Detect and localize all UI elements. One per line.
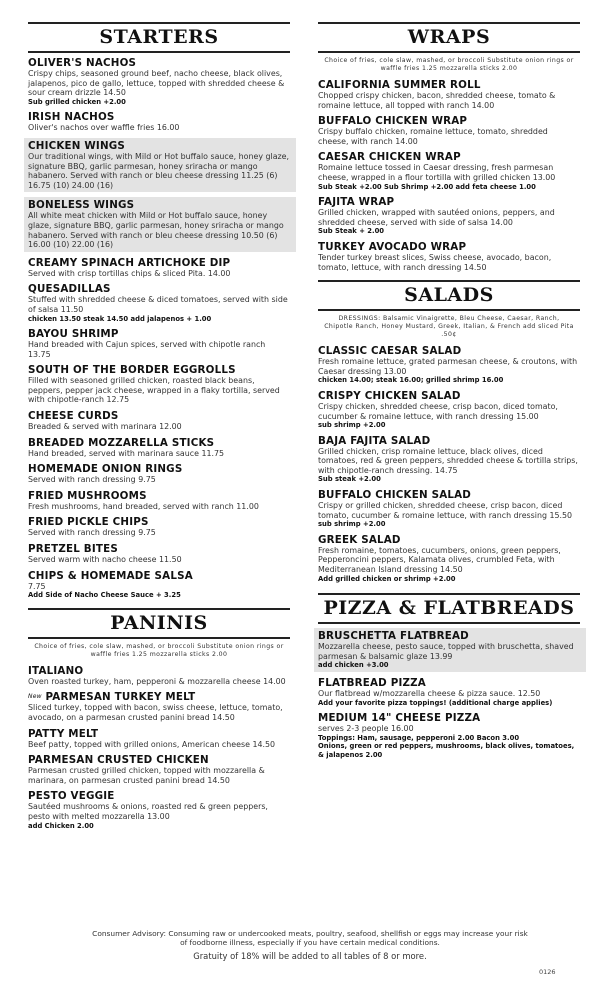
menu-item-addon: chicken 13.50 steak 14.50 add jalapenos + 1.00 (28, 314, 212, 323)
menu-item (28, 790, 290, 830)
menu-item-title: MEDIUM 14" CHEESE PIZZA (318, 712, 481, 725)
pizza-list (318, 628, 580, 759)
menu-item (318, 390, 580, 430)
menu-item (28, 728, 290, 750)
menu-item (28, 437, 290, 459)
menu-item-title: BONELESS WINGS (28, 199, 135, 212)
menu-item-title: PESTO VEGGIE (28, 790, 115, 803)
menu-item-addon: chicken 14.00; steak 16.00; grilled shrimp 16.00 (318, 376, 504, 385)
menu-item (28, 410, 290, 432)
menu-item-description: Filled with seasoned grilled chicken, roasted black beans, peppers, pepper jack cheese, wrapped in a flaky tortilla, served with chipotle-ranch 12.75 (28, 376, 280, 405)
menu-item-description: Served with crisp tortillas chips & sliced Pita. 14.00 (28, 268, 231, 278)
menu-item-addon: Sub steak +2.00 (318, 475, 381, 484)
menu-code: 0126 (539, 968, 556, 976)
menu-item (318, 677, 580, 707)
menu-item-title: BUFFALO CHICKEN WRAP (318, 115, 468, 128)
right-column (318, 22, 580, 765)
menu-item (28, 516, 290, 538)
menu-item-title: FLATBREAD PIZZA (318, 677, 426, 689)
menu-item-name (28, 111, 290, 123)
menu-item-addon: Sub Steak +2.00 Sub Shrimp +2.00 add feta cheese 1.00 (318, 182, 536, 191)
menu-item-name (28, 437, 290, 449)
menu-item-addon: sub shrimp +2.00 (318, 520, 386, 529)
menu-item-title: FAJITA WRAP (318, 196, 395, 209)
menu-item-addon: Sub grilled chicken +2.00 (28, 97, 126, 106)
menu-item-description: Hand breaded, served with marinara sauce 11.75 (28, 448, 225, 458)
menu-item (318, 534, 580, 583)
wraps-note: Choice of fries, cole slaw, mashed, or broccoli Substitute onion rings or waffle fries 1.25 mozzarella sticks 2.00 (324, 57, 574, 72)
pizza-heading: PIZZA & FLATBREADS (318, 593, 580, 624)
menu-item-name (318, 435, 580, 447)
menu-item (24, 138, 296, 192)
menu-item (28, 283, 290, 323)
menu-item-title: BUFFALO CHICKEN SALAD (318, 489, 472, 502)
menu-item-title: PRETZEL BITES (28, 543, 118, 556)
menu-item (318, 79, 580, 110)
menu-item-title: PARMESAN TURKEY MELT (45, 691, 196, 704)
menu-item-description: Crispy chips, seasoned ground beef, nacho cheese, black olives, jalapenos, pico de gallo, lettuce, topped with shredded cheese & sour cream drizzle 14.50 (28, 69, 285, 98)
menu-item-description: Crispy chicken, shredded cheese, crisp bacon, diced tomato, cucumber & romaine lettuce, with ranch dressing 15.00 (318, 401, 558, 421)
menu-item (318, 241, 580, 272)
menu-item-name (28, 364, 290, 376)
menu-item-name (318, 345, 580, 357)
menu-item-addon: Onions, green or red peppers, mushrooms, black olives, tomatoes, & jalapenos 2.00 (318, 742, 575, 759)
menu-item-description: Fresh mushrooms, hand breaded, served with ranch 11.00 (28, 501, 259, 511)
menu-item-title: PARMESAN CRUSTED CHICKEN (28, 754, 209, 767)
menu-item-name (318, 79, 580, 91)
new-badge: New (28, 693, 42, 701)
menu-item (318, 196, 580, 236)
menu-item-title: CHIPS & HOMEMADE SALSA (28, 569, 193, 582)
menu-item-description: Stuffed with shredded cheese & diced tomatoes, served with side of salsa 11.50 (28, 295, 288, 314)
menu-item-name (318, 241, 580, 253)
menu-item-name (318, 489, 580, 501)
menu-item-name (318, 151, 580, 163)
menu-item-title: BAYOU SHRIMP (28, 328, 119, 341)
menu-item (318, 435, 580, 484)
menu-item-description: Tender turkey breast slices, Swiss cheese, avocado, bacon, tomato, lettuce, with ranch dressing 14.50 (318, 252, 552, 272)
menu-item-name (318, 630, 580, 642)
menu-item-name (318, 196, 580, 208)
menu-item-name (28, 570, 290, 582)
menu-item-title: OLIVER'S NACHOS (28, 57, 137, 69)
menu-item-title: BREADED MOZZARELLA STICKS (28, 436, 215, 449)
menu-item (28, 111, 290, 133)
menu-item-addon: Add your favorite pizza toppings! (additional charge applies) (318, 698, 553, 707)
menu-item-addon: add Chicken 2.00 (28, 821, 94, 830)
menu-item-title: SOUTH OF THE BORDER EGGROLLS (28, 364, 236, 377)
gratuity-note: Gratuity of 18% will be added to all tables of 8 or more. (193, 951, 427, 962)
menu-item-name (318, 115, 580, 127)
menu-item-description: Fresh romaine, tomatoes, cucumbers, onions, green peppers, Pepperoncini peppers, Kalamata olives, crumbled Feta, with Mediterranean Island dressing 14.50 (318, 545, 561, 575)
menu-item-name (28, 665, 290, 677)
menu-item-description: Oven roasted turkey, ham, pepperoni & mozzarella cheese 14.00 (28, 676, 286, 686)
menu-item-description: Our flatbread w/mozzarella cheese & pizza sauce. 12.50 (318, 689, 541, 698)
menu-item-description: Sliced turkey, topped with bacon, swiss cheese, lettuce, tomato, avocado, on a parmesan crusted panini bread 14.50 (28, 703, 283, 722)
menu-item-description: Our traditional wings, with Mild or Hot buffalo sauce, honey glaze, signature BBQ, garlic parmesan, honey sriracha or mango habanero. Served with ranch or bleu cheese dressing 11.25 (6) 16.75 (10) 24.00 (16) (28, 151, 290, 190)
menu-item-title: HOMEMADE ONION RINGS (28, 463, 183, 476)
salads-list (318, 345, 580, 583)
menu-item (318, 151, 580, 191)
menu-item-title: BAJA FAJITA SALAD (318, 434, 431, 447)
menu-item-title: IRISH NACHOS (28, 111, 115, 124)
menu-item-title: GREEK SALAD (318, 533, 401, 546)
menu-item-description: All white meat chicken with Mild or Hot buffalo sauce, honey glaze, signature BBQ, garlic parmesan, honey sriracha or mango habanero. Served with ranch or bleu cheese dressing 10.50 (6) 16.00 (10) 22.00 (16) (28, 211, 284, 250)
menu-item-description: Hand breaded with Cajun spices, served with chipotle ranch 13.75 (28, 340, 266, 359)
menu-item-title: TURKEY AVOCADO WRAP (318, 240, 467, 253)
menu-item (24, 197, 296, 251)
menu-item-description: Romaine lettuce tossed in Caesar dressing, fresh parmesan cheese, wrapped in a flour tortilla with grilled chicken 13.00 (318, 163, 556, 182)
menu-item (28, 463, 290, 485)
menu-item-description: Beef patty, topped with grilled onions, American cheese 14.50 (28, 739, 276, 749)
menu-item-name (318, 390, 580, 402)
starters-heading: STARTERS (28, 22, 290, 53)
paninis-heading: PANINIS (28, 608, 290, 639)
menu-item-name (28, 199, 290, 211)
menu-item-addon: Sub Steak + 2.00 (318, 227, 385, 236)
paninis-list (28, 665, 290, 830)
menu-item (318, 115, 580, 146)
menu-item-name (28, 57, 290, 69)
menu-item-title: CLASSIC CAESAR SALAD (318, 345, 462, 358)
menu-item-name (28, 754, 290, 766)
menu-item-name (28, 790, 290, 802)
menu-item-description: Breaded & served with marinara 12.00 (28, 422, 182, 432)
menu-item (28, 328, 290, 359)
menu-item-description: Crispy or grilled chicken, shredded cheese, crisp bacon, diced tomato, cucumber & romaine lettuce, with ranch dressing 15.50 (318, 501, 573, 520)
menu-item-description: 7.75 (28, 581, 46, 591)
menu-item-name (28, 691, 290, 703)
salads-note: DRESSINGS: Balsamic Vinaigrette, Bleu Cheese, Caesar, Ranch, Chipotle Ranch, Honey Mustard, Greek, Italian, & French add sliced Pita .50¢ (324, 315, 574, 339)
menu-item (28, 754, 290, 785)
paninis-note: Choice of fries, cole slaw, mashed, or broccoli Substitute onion rings or waffle fries 1.25 mozzarella sticks 2.00 (34, 642, 284, 658)
menu-item (318, 712, 580, 759)
menu-item-title: QUESADILLAS (28, 283, 111, 296)
menu-item-addon: Add grilled chicken or shrimp +2.00 (318, 574, 456, 583)
menu-item-description: Oliver's nachos over waffle fries 16.00 (28, 123, 180, 133)
menu-item-title: FRIED MUSHROOMS (28, 489, 147, 502)
wraps-list (318, 79, 580, 272)
menu-item-title: ITALIANO (28, 664, 84, 677)
menu-item-description: Served with ranch dressing 9.75 (28, 475, 156, 485)
menu-item-name (318, 534, 580, 546)
menu-item-title: CHICKEN WINGS (28, 139, 126, 152)
menu-item (318, 489, 580, 529)
menu-item-description: Grilled chicken, crisp romaine lettuce, black olives, diced tomatoes, red & green peppers, shredded cheese & tortilla strips, with chipotle-ranch dressing. 14.75 (318, 446, 578, 475)
menu-item-description: Served with ranch dressing 9.75 (28, 528, 156, 538)
menu-item (28, 665, 290, 687)
menu-item-name (28, 257, 290, 269)
consumer-advisory: Consumer Advisory: Consuming raw or undercooked meats, poultry, seafood, shellfish or eggs may increase your risk of foodborne illness, especially if you have certain medical conditions. (92, 929, 528, 948)
menu-item (28, 691, 290, 722)
menu-item-description: Parmesan crusted grilled chicken, topped with mozzarella & marinara, on parmesan crusted panini bread 14.50 (28, 766, 265, 785)
menu-item-title: BRUSCHETTA FLATBREAD (318, 630, 469, 643)
menu-item-addon: Toppings: Ham, sausage, pepperoni 2.00 Bacon 3.00 (318, 733, 520, 742)
menu-item-description: Fresh romaine lettuce, grated parmesan cheese, & croutons, with Caesar dressing 13.00 (318, 357, 578, 376)
menu-item-title: CHEESE CURDS (28, 410, 119, 423)
menu-item-name (28, 516, 290, 528)
menu-item-description: Grilled chicken, wrapped with sautéed onions, peppers, and shredded cheese, served with side of salsa 14.00 (318, 208, 555, 227)
menu-item-addon: Add Side of Nacho Cheese Sauce + 3.25 (28, 591, 181, 600)
menu-item-title: CRISPY CHICKEN SALAD (318, 389, 461, 402)
menu-item-name (28, 463, 290, 475)
menu-item-description: Served warm with nacho cheese 11.50 (28, 555, 182, 565)
salads-heading: SALADS (318, 280, 580, 311)
menu-item-title: CREAMY SPINACH ARTICHOKE DIP (28, 256, 231, 269)
menu-item-title: CALIFORNIA SUMMER ROLL (318, 79, 481, 91)
menu-item-description: Chopped crispy chicken, bacon, shredded cheese, tomato & romaine lettuce, all topped with ranch 14.00 (318, 91, 556, 110)
menu-item-title: CAESAR CHICKEN WRAP (318, 151, 461, 164)
menu-item-description: Sautéed mushrooms & onions, roasted red & green peppers, pesto with melted mozzarella 13.00 (28, 802, 268, 821)
menu-item-name (28, 728, 290, 740)
menu-item (28, 364, 290, 405)
menu-item (28, 570, 290, 600)
menu-item-name (28, 140, 290, 152)
wraps-heading: WRAPS (318, 22, 580, 53)
menu-item (28, 57, 290, 106)
menu-item-name (28, 490, 290, 502)
menu-item (28, 490, 290, 512)
menu-item-title: PATTY MELT (28, 727, 99, 740)
menu-item (28, 543, 290, 565)
starters-list (28, 57, 290, 600)
left-column (28, 22, 290, 835)
menu-item-name (28, 328, 290, 340)
footer (90, 929, 530, 961)
menu-item-name (318, 712, 580, 724)
menu-item-description: serves 2-3 people 16.00 (318, 724, 414, 734)
menu-item-name (28, 283, 290, 295)
menu-item (28, 257, 290, 279)
menu-item-description: Mozzarella cheese, pesto sauce, topped with bruschetta, shaved parmesan & balsamic glaze 13.99 (318, 642, 574, 661)
menu-item (318, 345, 580, 385)
menu-item-addon: add chicken +3.00 (318, 661, 389, 670)
menu-item-name (28, 410, 290, 422)
menu-item-title: FRIED PICKLE CHIPS (28, 516, 149, 529)
menu-item-description: Crispy buffalo chicken, romaine lettuce, tomato, shredded cheese, with ranch 14.00 (318, 127, 548, 146)
menu-item-name (318, 677, 580, 689)
menu-item-name (28, 543, 290, 555)
menu-item (314, 628, 586, 672)
menu-item-addon: sub shrimp +2.00 (318, 421, 386, 430)
